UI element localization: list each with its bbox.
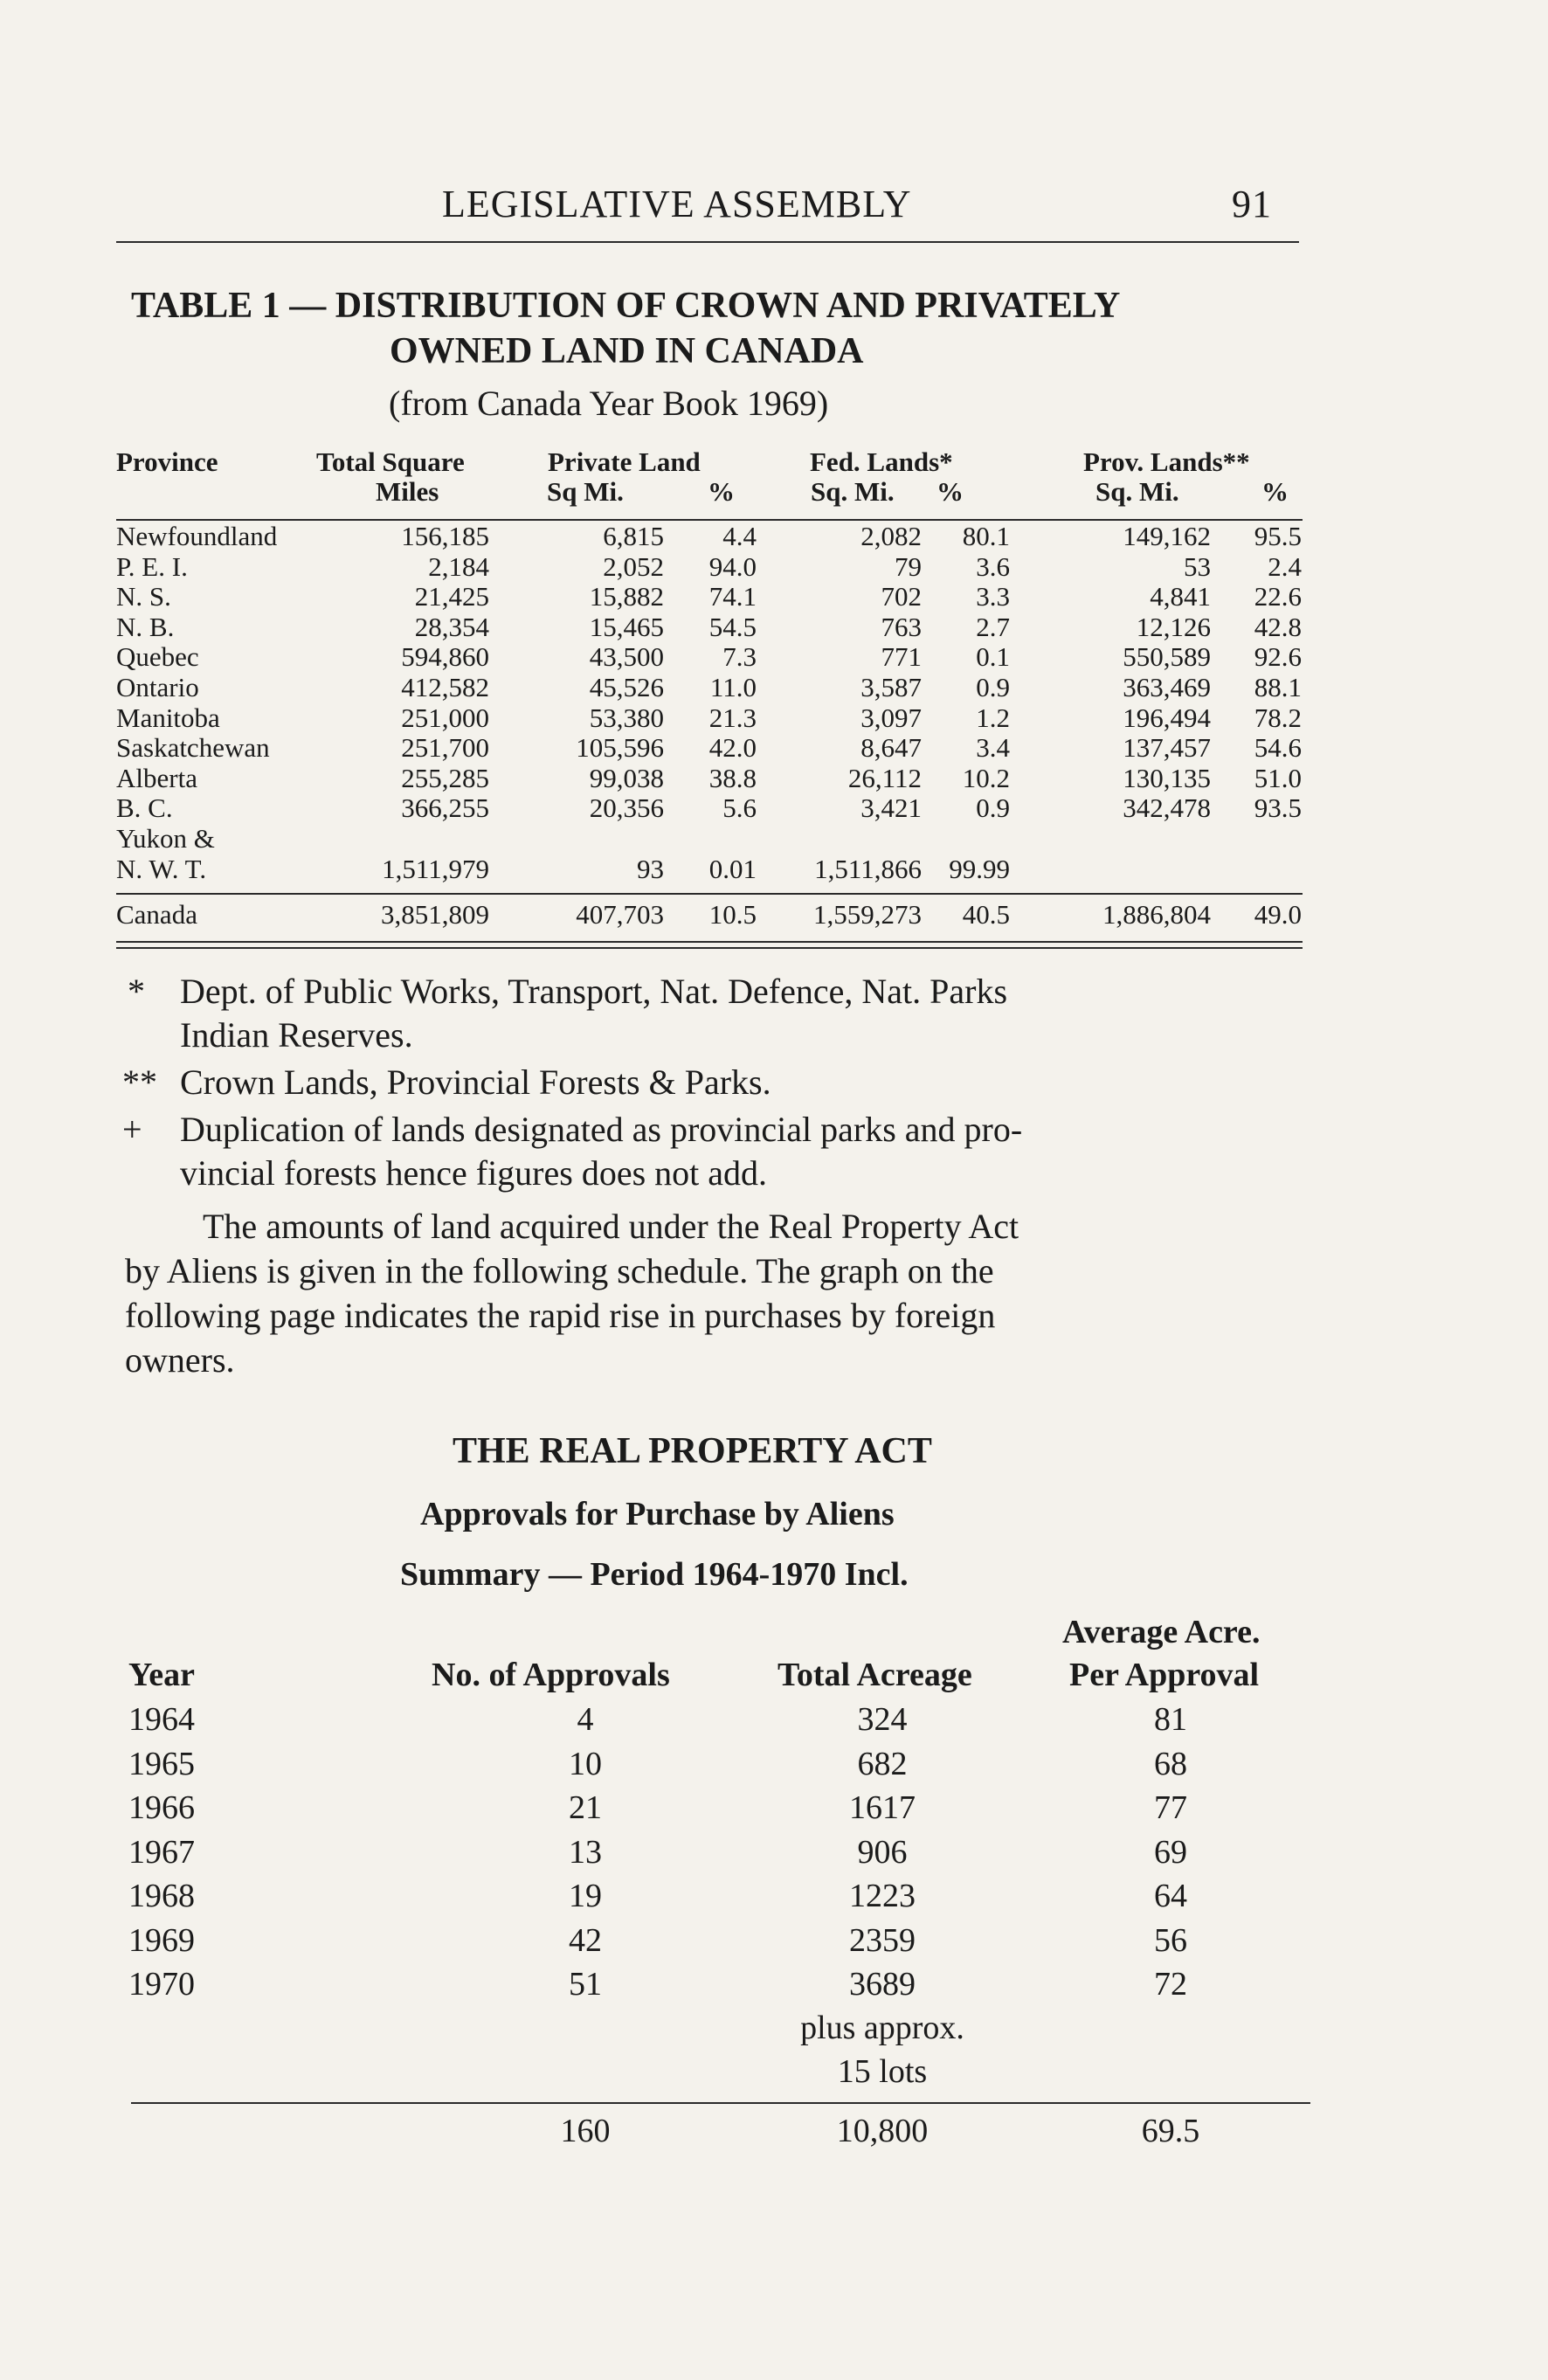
table-cell: 56	[1154, 1921, 1187, 1959]
col-total	[323, 522, 489, 884]
table1-subtitle: (from Canada Year Book 1969)	[389, 384, 829, 423]
table-cell: 88.1	[1254, 671, 1302, 702]
table-cell: 1223	[849, 1878, 916, 1914]
table-cell: 3,421	[860, 792, 922, 824]
table-cell	[323, 824, 489, 854]
table2-subtitle: Approvals for Purchase by Aliens	[420, 1496, 895, 1532]
table-cell: 1,511,866	[814, 853, 922, 884]
table-cell: 7.3	[722, 641, 757, 673]
page-number: 91	[1232, 183, 1272, 225]
total-prov-pct: 49.0	[1254, 899, 1302, 930]
table-cell: 763	[881, 611, 922, 642]
table-cell: 13	[569, 1833, 602, 1871]
th-approvals: No. of Approvals	[432, 1657, 670, 1693]
table-cell: B. C.	[116, 792, 173, 824]
table-cell: 22.6	[1254, 581, 1302, 612]
table-cell: 10.2	[962, 762, 1010, 793]
footnote-text: vincial forests hence figures does not add.	[180, 1153, 768, 1193]
table-cell: 3689	[849, 1966, 916, 2003]
th-prov-pct: %	[1261, 476, 1289, 507]
table-cell: Yukon &	[116, 822, 215, 854]
table-cell	[1216, 854, 1302, 885]
table-cell: 3,097	[860, 702, 922, 733]
table-cell: 1968	[128, 1878, 195, 1914]
table-cell: 5.6	[722, 792, 757, 824]
table-cell: 1617	[849, 1789, 916, 1826]
th-private-sqmi: Sq Mi.	[547, 476, 624, 507]
table-cell: 78.2	[1254, 702, 1302, 733]
col-fed	[769, 522, 922, 884]
table-cell: 0.9	[976, 792, 1010, 824]
table-cell: Ontario	[116, 671, 199, 702]
table-cell: 53,380	[589, 702, 664, 733]
paragraph-line: owners.	[125, 1340, 235, 1380]
footnote-text: Indian Reserves.	[180, 1015, 413, 1055]
table-cell: 81	[1154, 1701, 1187, 1738]
total-province: Canada	[116, 899, 197, 930]
table-cell: 42.8	[1254, 611, 1302, 642]
table-cell: 702	[881, 581, 922, 612]
col-province	[116, 522, 277, 884]
table-cell: 15,882	[589, 581, 664, 612]
paragraph-line: following page indicates the rapid rise in purchases by foreign	[125, 1296, 996, 1335]
table-cell: 2.4	[1268, 550, 1302, 582]
table-cell: 45,526	[589, 671, 664, 702]
table-cell	[1048, 854, 1211, 885]
table-cell: N. S.	[116, 581, 171, 612]
table-cell: 69	[1154, 1833, 1187, 1871]
total-private: 407,703	[576, 899, 664, 930]
table-cell: 68	[1154, 1745, 1187, 1782]
table-cell: 51.0	[1254, 762, 1302, 793]
table-cell: N. W. T.	[116, 853, 207, 884]
table-cell: 94.0	[708, 550, 757, 582]
table-cell: 196,494	[1123, 702, 1211, 733]
table-cell: 99.99	[949, 853, 1010, 884]
table-cell	[1048, 824, 1211, 854]
th-prov-sqmi: Sq. Mi.	[1095, 476, 1179, 507]
acreage-note: 15 lots	[837, 2053, 928, 2090]
col-prov-pct	[1216, 522, 1302, 884]
table-cell: 64	[1154, 1878, 1187, 1914]
table1-bottom-rule-2	[116, 947, 1303, 949]
paragraph-line: The amounts of land acquired under the Real Property Act	[203, 1207, 1019, 1246]
table-cell: Alberta	[116, 762, 197, 793]
table-cell: 1.2	[976, 702, 1010, 733]
table-cell	[1216, 824, 1302, 854]
footnote-mark: +	[122, 1110, 142, 1149]
total-avg: 69.5	[1141, 2113, 1200, 2149]
table-cell: Quebec	[116, 641, 199, 673]
table-cell: 8,647	[860, 732, 922, 764]
table-cell: 99,038	[589, 762, 664, 793]
table-cell: 3.4	[976, 732, 1010, 764]
table1-total-rule	[116, 893, 1303, 895]
th-fed-sqmi: Sq. Mi.	[811, 476, 895, 507]
table-cell: 251,700	[401, 732, 489, 764]
table-cell: 1967	[128, 1833, 195, 1871]
th-prov: Prov. Lands**	[1083, 446, 1250, 477]
table-cell: 1964	[128, 1701, 195, 1738]
table-cell: 3.6	[976, 550, 1010, 582]
table2-title: THE REAL PROPERTY ACT	[453, 1431, 932, 1471]
table-cell: 21	[569, 1789, 602, 1826]
table-cell: 906	[857, 1833, 908, 1871]
table-cell: 11.0	[709, 671, 757, 702]
footnote-text: Crown Lands, Provincial Forests & Parks.	[180, 1062, 771, 1102]
table-cell: Saskatchewan	[116, 732, 270, 764]
table-cell: 4	[577, 1701, 594, 1738]
table-cell: 20,356	[589, 792, 664, 824]
table-cell: 3.3	[976, 581, 1010, 612]
total-acreage: 10,800	[836, 2113, 929, 2149]
table-cell: 324	[857, 1701, 908, 1738]
table-cell: 53	[1184, 550, 1211, 582]
table-cell: 80.1	[962, 521, 1010, 551]
table-cell: 105,596	[576, 732, 664, 764]
table-cell: 92.6	[1254, 641, 1302, 673]
total-private-pct: 10.5	[708, 899, 757, 930]
table-cell: 4.4	[722, 521, 757, 551]
table-cell: 550,589	[1123, 641, 1211, 673]
header-rule	[116, 241, 1299, 243]
table-cell: 2359	[849, 1921, 916, 1959]
table-cell: 251,000	[401, 702, 489, 733]
col-fed-pct	[926, 522, 1010, 884]
table-cell	[673, 824, 757, 854]
col-year	[128, 1698, 195, 2003]
table-cell: 42.0	[708, 732, 757, 764]
th-total: Total Square	[316, 446, 465, 477]
table1-title-line1: TABLE 1 — DISTRIBUTION OF CROWN AND PRIVATELY	[131, 286, 1121, 326]
table-cell: 93.5	[1254, 792, 1302, 824]
table1-title-line2: OWNED LAND IN CANADA	[390, 331, 864, 371]
th-avg-line2: Per Approval	[1069, 1657, 1260, 1693]
th-province: Province	[116, 446, 218, 477]
table-cell: 19	[569, 1878, 602, 1914]
table2-period: Summary — Period 1964-1970 Incl.	[400, 1556, 909, 1593]
col-approvals	[507, 1698, 664, 2003]
col-private-pct	[673, 522, 757, 884]
table-cell: 21.3	[708, 702, 757, 733]
running-header: LEGISLATIVE ASSEMBLY	[442, 183, 912, 225]
table-cell: Newfoundland	[116, 521, 278, 551]
total-fed: 1,559,273	[813, 899, 922, 930]
table-cell: 74.1	[708, 581, 757, 612]
paragraph-line: by Aliens is given in the following schedule. The graph on the	[125, 1251, 994, 1290]
table-cell: 366,255	[401, 792, 489, 824]
table-cell: 0.1	[976, 641, 1010, 673]
table-cell: 12,126	[1136, 611, 1211, 642]
table-cell: 54.5	[708, 611, 757, 642]
table-cell	[524, 824, 664, 854]
table-cell: 149,162	[1123, 521, 1211, 551]
table-cell: 93	[637, 853, 664, 884]
th-acreage: Total Acreage	[777, 1657, 972, 1693]
table-cell: 42	[569, 1921, 602, 1959]
table-cell: 342,478	[1123, 792, 1211, 824]
table-cell: 54.6	[1254, 732, 1302, 764]
table-cell: 1,511,979	[382, 853, 489, 884]
table-cell: 77	[1154, 1789, 1187, 1826]
table-cell: 255,285	[401, 762, 489, 793]
table-cell: N. B.	[116, 611, 175, 642]
table-cell: 156,185	[401, 521, 489, 551]
table-cell: 412,582	[401, 671, 489, 702]
acreage-note: plus approx.	[800, 2010, 964, 2046]
col-acreage	[777, 1698, 987, 2003]
footnote-text: Duplication of lands designated as provincial parks and pro-	[180, 1110, 1023, 1149]
table-cell: 3,587	[860, 671, 922, 702]
footnote-text: Dept. of Public Works, Transport, Nat. Defence, Nat. Parks	[180, 972, 1008, 1011]
table-cell: 4,841	[1150, 581, 1211, 612]
table-cell: 0.9	[976, 671, 1010, 702]
total-total: 3,851,809	[381, 899, 489, 930]
total-approvals: 160	[560, 2113, 611, 2149]
table-cell: 28,354	[414, 611, 489, 642]
table2-total-rule	[131, 2102, 1310, 2104]
th-fed-pct: %	[936, 476, 964, 507]
table-cell: 682	[857, 1745, 908, 1782]
table-cell: 51	[569, 1966, 602, 2003]
table-cell: P. E. I.	[116, 550, 188, 582]
th-fed: Fed. Lands*	[810, 446, 953, 477]
table-cell: 0.01	[708, 853, 757, 884]
table-cell: 137,457	[1123, 732, 1211, 764]
th-avg-line1: Average Acre.	[1062, 1614, 1261, 1650]
table-cell: 594,860	[401, 641, 489, 673]
table-cell: 2,184	[428, 550, 489, 582]
th-private: Private Land	[548, 446, 701, 477]
table-cell: 6,815	[603, 521, 664, 551]
table-cell: 363,469	[1123, 671, 1211, 702]
footnote-mark: *	[128, 972, 145, 1011]
col-private	[524, 522, 664, 884]
table-cell: 1966	[128, 1789, 195, 1826]
table-cell: 2,052	[603, 550, 664, 582]
table-cell: 1969	[128, 1921, 195, 1959]
table-cell: 130,135	[1123, 762, 1211, 793]
table-cell: Manitoba	[116, 702, 220, 733]
table-cell: 26,112	[847, 762, 922, 793]
table-cell: 2.7	[976, 611, 1010, 642]
col-avg	[1109, 1698, 1232, 2003]
table-cell: 15,465	[589, 611, 664, 642]
table-cell: 2,082	[860, 521, 922, 551]
footnote-mark: **	[122, 1062, 157, 1102]
table-cell: 21,425	[414, 581, 489, 612]
th-year: Year	[128, 1657, 195, 1693]
table-cell: 79	[895, 550, 922, 582]
total-fed-pct: 40.5	[962, 899, 1010, 930]
table-cell	[769, 824, 922, 854]
table-cell: 72	[1154, 1966, 1187, 2003]
total-prov: 1,886,804	[1102, 899, 1211, 930]
table1-bottom-rule	[116, 941, 1303, 943]
table-cell	[926, 824, 1010, 854]
th-total-unit: Miles	[376, 476, 439, 507]
th-private-pct: %	[708, 476, 735, 507]
table-cell: 38.8	[708, 762, 757, 793]
col-prov	[1048, 522, 1211, 884]
table-cell: 1965	[128, 1745, 195, 1782]
table-cell: 95.5	[1254, 521, 1302, 551]
table-cell: 771	[881, 641, 922, 673]
table-cell: 10	[569, 1745, 602, 1782]
table-cell: 43,500	[589, 641, 664, 673]
table-cell: 1970	[128, 1966, 195, 2003]
